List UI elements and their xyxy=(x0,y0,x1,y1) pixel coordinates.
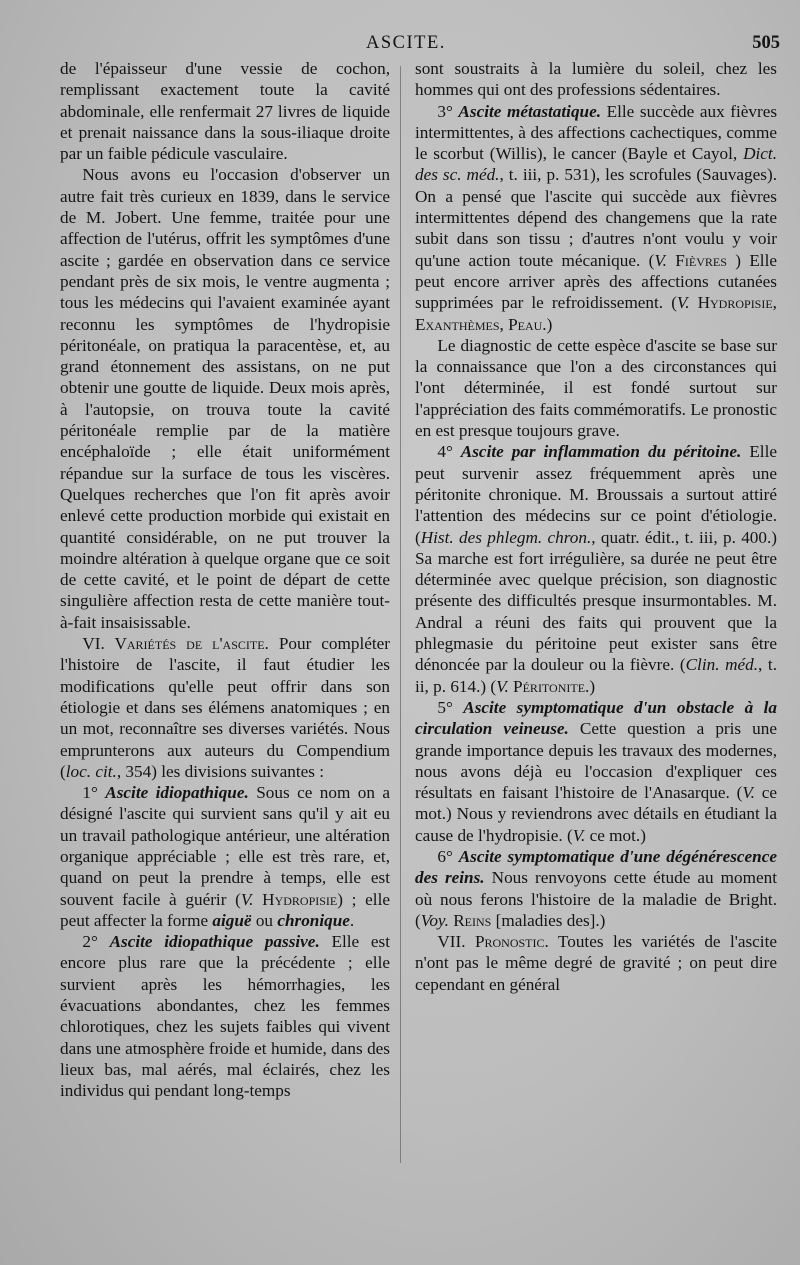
paragraph-varietes: VI. Variétés de l'ascite. Pour compléter l'histoire de l'ascite, il faut étudier les modifications qu'elle peut offrir dans son étiologie et dans ses élémens anatomiques ; en un mot, reconnaître ses diverses variétés. Nous emprunterons aux auteurs du Compendium (loc. cit., 354) les divisions suivantes : xyxy=(60,634,390,781)
paragraph-variety-5: 5° Ascite symptomatique d'un obstacle à la circulation veineuse. Cette question a pris une grande importance depuis les travaux des modernes, nous avons déjà eu l'occasion d'expliquer ces résultats en faisant l'histoire de l'Anasarque. (V. ce mot.) Nous y reviendrons avec détails en étudiant la cause de l'hydropisie. (V. ce mot.) xyxy=(415,697,778,845)
column-divider xyxy=(400,66,401,1163)
paragraph-variety-6: 6° Ascite symptomatique d'une dégénérescence des reins. Nous renvoyons cette étude au moment où nous ferons l'histoire de la maladie de Bright. (Voy. Reins [maladies des].) xyxy=(415,846,777,930)
left-column xyxy=(60,58,390,1102)
paragraph: Nous avons eu l'occasion d'observer un autre fait très curieux en 1839, dans le service de M. Jobert. Une femme, traitée pour une affection de l'utérus, offrit les symptômes d'une ascite ; gardée en observation dans ce service pendant près de six mois, le ventre augmenta ; tous les médecins qui l'avaient examinée ayant reconnu les symptômes de l'hydropisie péritonéale, on pratiqua la paracentèse, et, au grand étonnement des assistans, on ne put obtenir une goutte de liquide. Deux mois après, à l'autopsie, on trouva toute la cavité péritonéale remplie par de la matière encéphaloïde ; elle était uniformément répandue sur la surface de tous les viscères. Quelques recherches que l'on fit après avoir enlevé cette production morbide qui existait en quantité considérable, on ne put trouver la moindre altération à quelque organe que ce soit de cette cavité, et le point de départ de cette singulière affection resta de cette manière tout-à-fait insaisissable. xyxy=(60,165,390,632)
variety-heading: Ascite métastatique. xyxy=(458,101,602,121)
cross-reference: Fièvres xyxy=(666,250,727,270)
cross-reference: Péritonite. xyxy=(508,676,590,696)
paragraph-variety-4: 4° Ascite par inflammation du péritoine. Elle peut survenir assez fréquemment après une péritonite chronique. M. Broussais a surtout attiré l'attention des médecins sur ce point d'étiologie. (Hist. des phlegm. chron., quatr. édit., t. iii, p. 400.) Sa marche est fort irrégulière, sa durée ne peut être déterminée avec quelque précision, son diagnostic présente des difficultés presque insurmontables. M. Andral a réuni des faits qui prouvent que la phlegmasie du péritoine peut exister sans être dénoncée par la douleur ou la fièvre. (Clin. méd., t. ii, p. 614.) (V. Péritonite.) xyxy=(415,442,777,696)
right-column xyxy=(415,58,777,995)
citation: Clin. méd. xyxy=(685,655,759,675)
variety-heading: Ascite idiopathique passive. xyxy=(109,932,320,952)
page-header xyxy=(0,33,800,57)
variety-heading: Ascite idiopathique. xyxy=(105,783,249,803)
paragraph-variety-3: 3° Ascite métastatique. Elle succède aux fièvres intermittentes, à des affections cachectiques, comme le scorbut (Willis), le cancer (Bayle et Cayol, Dict. des sc. méd., t. iii, p. 531), les scrofules (Sauvages). On a pensé que l'ascite qui succède aux fièvres intermittentes dépend des changemens que la rate subit dans son tissu ; d'autres n'ont voulu y voir qu'une action toute mécanique. (V. Fièvres ) Elle peut encore arriver après des affections cutanées supprimées par le refroidissement. (V. Hydropisie, Exanthèmes, Peau.) xyxy=(415,101,778,334)
paragraph-variety-1: 1° Ascite idiopathique. Sous ce nom on a désigné l'ascite qui survient sans qu'il y ait eu un travail pathologique antérieur, une altération organique appréciable ; elle est très rare, et, quand on peut la prendre à temps, elle est souvent facile à guérir (V. Hydropisie) ; elle peut affecter la forme aiguë ou chronique. xyxy=(60,783,391,930)
paragraph-variety-2: 2° Ascite idiopathique passive. Elle est encore plus rare que la précédente ; elle survient après les hémorrhagies, les évacuations abondantes, chez les femmes chlorotiques, chez les sujets faibles qui vivent dans une atmosphère froide et humide, dans des lieux bas, mal aérés, mal éclairés, chez les individus qui pendant long-temps xyxy=(60,932,391,1101)
page-number: 505 xyxy=(752,33,780,53)
cross-reference: Hydropisie xyxy=(253,889,338,909)
citation: Dict. des sc. méd. xyxy=(415,144,777,185)
cross-reference: Reins xyxy=(448,910,492,930)
variety-heading: Ascite symptomatique d'une dégénérescence des reins. xyxy=(415,846,777,888)
variety-heading: Ascite symptomatique d'un obstacle à la circulation veineuse. xyxy=(415,697,777,739)
running-title: ASCITE. xyxy=(366,33,446,53)
paragraph: de l'épaisseur d'une vessie de cochon, remplissant exactement toute la cavité abdominale, elle renfermait 27 livres de liquide et prenait naissance dans la sous-iliaque droite par un faible pédicule vasculaire. xyxy=(60,59,390,164)
section-heading: VII. Pronostic. xyxy=(437,932,549,952)
paragraph: sont soustraits à la lumière du soleil, chez les hommes qui ont des professions sédentaires. xyxy=(415,59,777,100)
variety-heading: Ascite par inflammation du péritoine. xyxy=(460,442,742,462)
paragraph-pronostic: VII. Pronostic. Toutes les variétés de l'ascite n'ont pas le même degré de gravité ; on peut dire cependant en général xyxy=(415,932,777,994)
section-heading: VI. Variétés de l'ascite. xyxy=(82,634,269,654)
citation: Hist. des phlegm. chron. xyxy=(420,527,592,547)
citation: loc. cit. xyxy=(65,761,117,781)
paragraph: Le diagnostic de cette espèce d'ascite se base sur la connaissance que l'on a des circonstances qui l'ont déterminée, il est fondé surtout sur l'appréciation des faits commémoratifs. Le pronostic en est presque toujours grave. xyxy=(415,335,777,441)
cross-reference: Hydropisie, Exanthèmes, Peau. xyxy=(415,293,777,334)
